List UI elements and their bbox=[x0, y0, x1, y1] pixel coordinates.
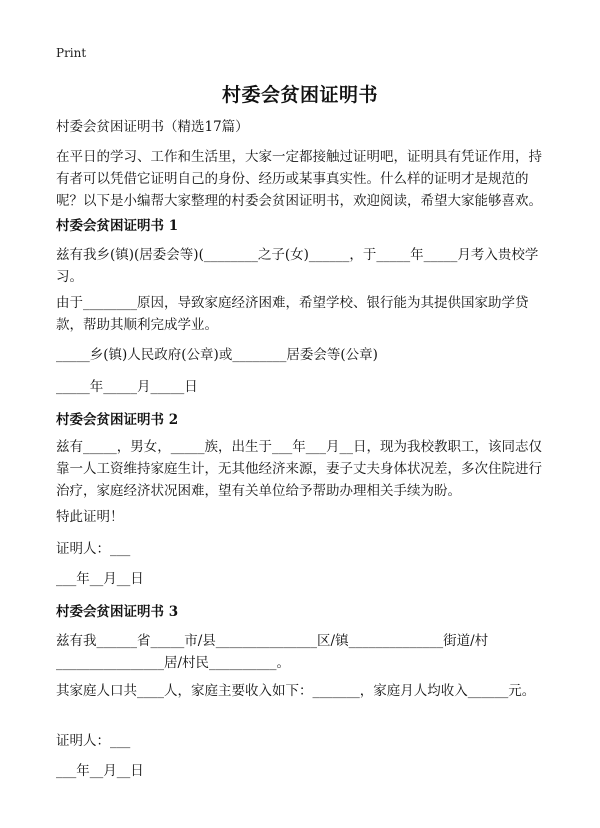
section3-heading: 村委会贫困证明书 3 bbox=[56, 604, 179, 620]
section2-paragraph2: 特此证明！ bbox=[56, 509, 124, 525]
section2-heading: 村委会贫困证明书 2 bbox=[56, 412, 179, 428]
section2-paragraph4: ___年__月__日 bbox=[56, 571, 144, 587]
section1-paragraph1: 兹有我乡(镇)(居委会等)(________之子(女)______，于_____年_____月考入贵校学习。 bbox=[56, 247, 539, 285]
print-link[interactable]: Print bbox=[56, 46, 87, 60]
document-subtitle: 村委会贫困证明书（精选17篇） bbox=[56, 119, 249, 135]
section3-paragraph3: 证明人：___ bbox=[56, 733, 131, 749]
section2-paragraph1: 兹有_____，男女，_____族，出生于___年___月__日，现为我校教职工，该同志仅靠一人工资维持家庭生计，无其他经济来源，妻子丈夫身体状况差，多次住院进行治疗，家庭经济状况困难，望有关单位给予帮助办理相关手续为盼。 bbox=[56, 439, 542, 499]
section1-paragraph4: _____年_____月_____日 bbox=[56, 379, 198, 395]
intro-paragraph: 在平日的学习、工作和生活里，大家一定都接触过证明吧，证明具有凭证作用，持有者可以凭借它证明自己的身份、经历或某事真实性。什么样的证明才是规范的呢？以下是小编帮大家整理的村委会贫困证明书，欢迎阅读，希望大家能够喜欢。 bbox=[56, 149, 542, 209]
section1-paragraph2: 由于________原因，导致家庭经济困难，希望学校、银行能为其提供国家助学贷款，帮助其顺利完成学业。 bbox=[56, 295, 529, 333]
section1-paragraph3: _____乡(镇)人民政府(公章)或________居委会等(公章) bbox=[56, 347, 378, 363]
section2-paragraph3: 证明人：___ bbox=[56, 541, 131, 557]
section1-heading: 村委会贫困证明书 1 bbox=[56, 218, 179, 234]
section3-paragraph1: 兹有我______省_____市/县_______________区/镇______________街道/村________________居/村民__________。 bbox=[56, 633, 489, 671]
document-title: 村委会贫困证明书 bbox=[221, 84, 378, 106]
section3-paragraph2: 其家庭人口共____人，家庭主要收入如下：_______，家庭月人均收入______元。 bbox=[56, 683, 536, 699]
section3-paragraph4: ___年__月__日 bbox=[56, 763, 144, 779]
